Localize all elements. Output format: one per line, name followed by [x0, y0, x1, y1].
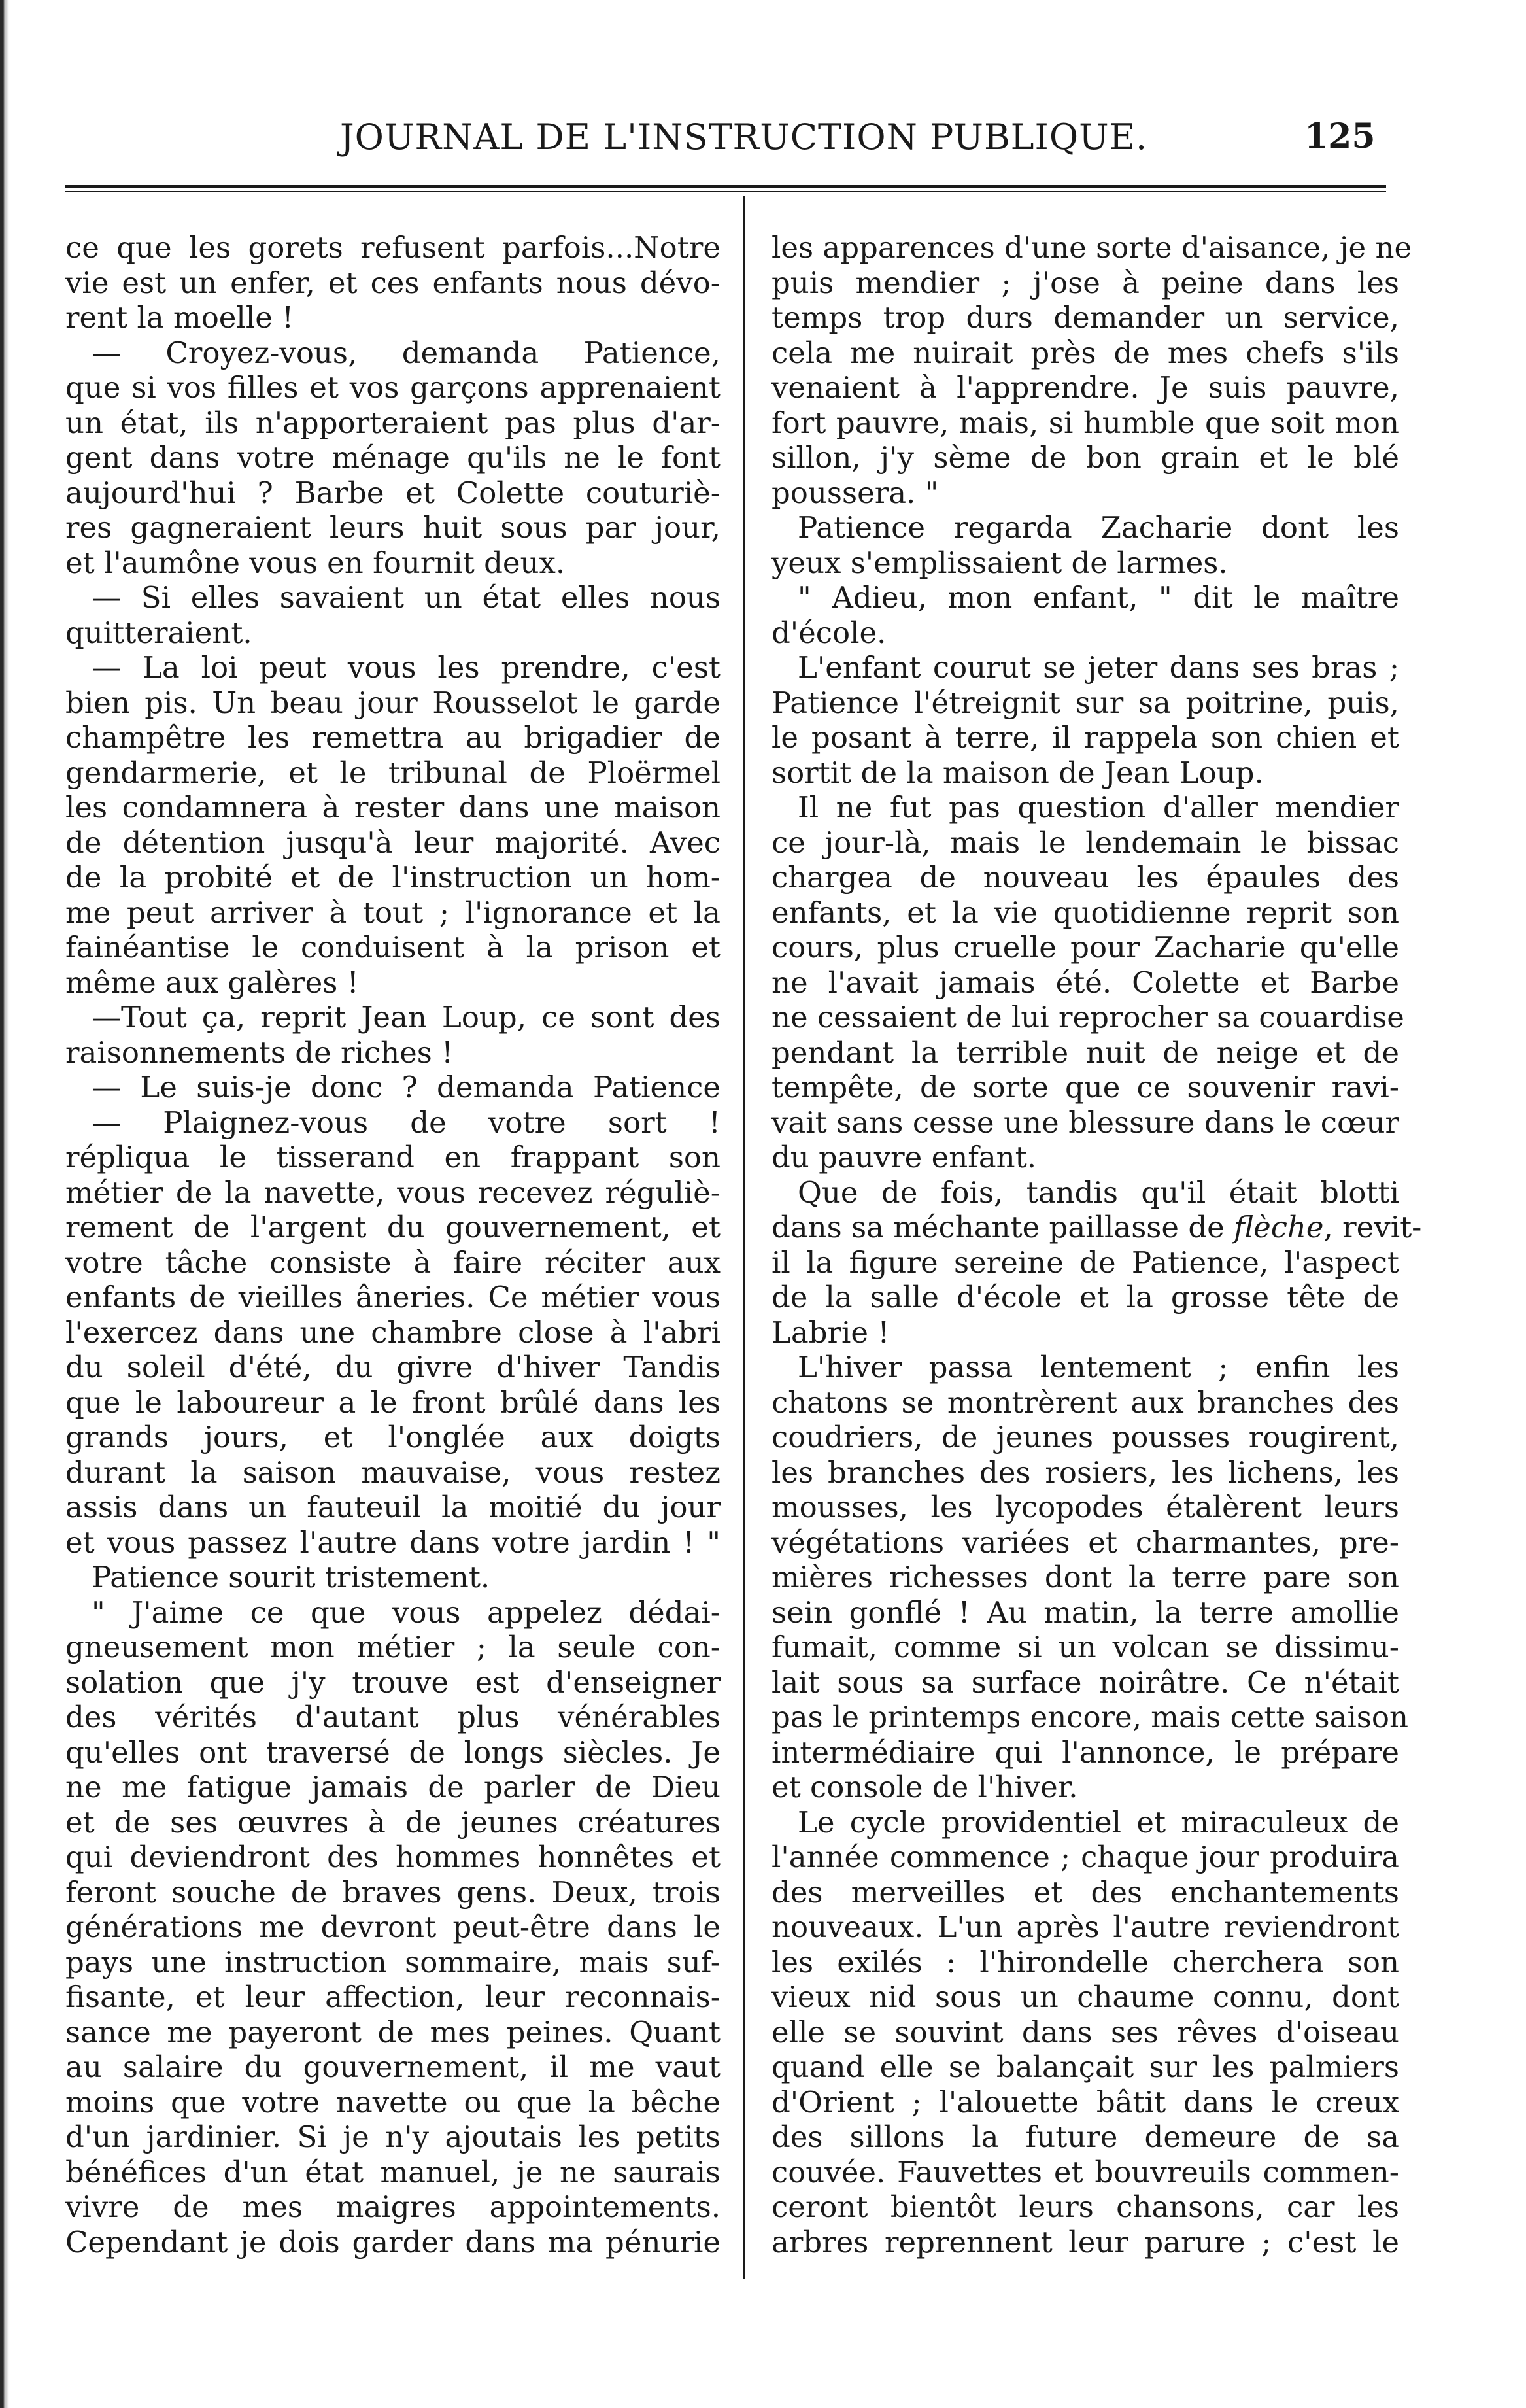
text-line: pas le printemps encore, mais cette saison — [771, 1700, 1409, 1734]
text-line: que si vos filles et vos garçons apprenaient — [65, 370, 721, 405]
text-line: fisante, et leur affection, leur reconnais- — [65, 1980, 721, 2014]
text-line: rent la moelle ! — [65, 300, 294, 335]
page-header — [0, 116, 1526, 169]
text-line: Le cycle providentiel et miraculeux de — [798, 1804, 1399, 1840]
text-line: vieux nid sous un chaume connu, dont — [771, 1980, 1399, 2014]
text-line: ceront bientôt leurs chansons, car les — [771, 2190, 1399, 2224]
text-line: fainéantise le conduisent à la prison et — [65, 930, 721, 965]
text-line: cela me nuirait près de mes chefs s'ils — [771, 335, 1399, 370]
text-line: — Plaignez-vous de votre sort ! — [92, 1105, 721, 1140]
text-line: que le laboureur a le front brûlé dans les — [65, 1385, 721, 1420]
text-line: les apparences d'une sorte d'aisance, je ne — [771, 230, 1412, 265]
text-line: et vous passez l'autre dans votre jardin ! " — [65, 1524, 721, 1560]
header-rule-thick — [65, 185, 1386, 188]
text-line: cours, plus cruelle pour Zacharie qu'elle — [771, 930, 1399, 965]
text-line: Labrie ! — [771, 1315, 890, 1350]
text-line: — Si elles savaient un état elles nous — [92, 580, 721, 615]
text-line: ne me fatigue jamais de parler de Dieu — [65, 1770, 721, 1804]
text-line: res gagneraient leurs huit sous par jour, — [65, 510, 721, 545]
text-line: venaient à l'apprendre. Je suis pauvre, — [771, 370, 1399, 405]
text-line: ce que les gorets refusent parfois...Notre — [65, 230, 721, 265]
text-line: rement de l'argent du gouvernement, et — [65, 1210, 721, 1245]
text-line: au salaire du gouvernement, il me vaut — [65, 2050, 721, 2084]
text-line: enfants, et la vie quotidienne reprit son — [771, 895, 1399, 930]
text-line: solation que j'y trouve est d'enseigner — [65, 1664, 721, 1700]
text-line: couvée. Fauvettes et bouvreuils commen- — [771, 2154, 1399, 2190]
text-line: pays une instruction sommaire, mais suf- — [65, 1944, 721, 1980]
text-line: même aux galères ! — [65, 965, 359, 1000]
text-line: bien pis. Un beau jour Rousselot le garde — [65, 685, 721, 720]
text-line: temps trop durs demander un service, — [771, 300, 1399, 335]
text-line: de détention jusqu'à leur majorité. Avec — [65, 825, 721, 860]
text-line: gneusement mon métier ; la seule con- — [65, 1630, 721, 1664]
italic-word: flèche — [1234, 1210, 1324, 1245]
text-line: ne l'avait jamais été. Colette et Barbe — [771, 965, 1399, 1000]
text-line: " J'aime ce que vous appelez dédai- — [92, 1594, 721, 1630]
text-line: aujourd'hui ? Barbe et Colette couturiè- — [65, 475, 721, 510]
text-line: quitteraient. — [65, 615, 252, 650]
text-line: répliqua le tisserand en frappant son — [65, 1140, 721, 1175]
text-line: sance me payeront de mes peines. Quant — [65, 2014, 721, 2050]
text-line: ce jour-là, mais le lendemain le bissac — [771, 825, 1399, 860]
text-line: L'enfant courut se jeter dans ses bras ; — [798, 650, 1399, 685]
text-line: les exilés : l'hirondelle cherchera son — [771, 1944, 1399, 1980]
text-line: coudriers, de jeunes pousses rougirent, — [771, 1420, 1399, 1454]
text-line: Il ne fut pas question d'aller mendier — [798, 790, 1399, 825]
text-line: Patience regarda Zacharie dont les — [798, 510, 1399, 545]
text-line: sillon, j'y sème de bon grain et le blé — [771, 440, 1399, 475]
text-line: durant la saison mauvaise, vous restez — [65, 1454, 721, 1490]
text-line: de la probité et de l'instruction un hom- — [65, 860, 721, 895]
text-line: me peut arriver à tout ; l'ignorance et la — [65, 895, 721, 930]
text-line: un état, ils n'apporteraient pas plus d'ar- — [65, 405, 721, 440]
text-line: moins que votre navette ou que la bêche — [65, 2084, 721, 2120]
text-line: grands jours, et l'onglée aux doigts — [65, 1420, 721, 1454]
text-line: feront souche de braves gens. Deux, trois — [65, 1874, 721, 1910]
text-line: vait sans cesse une blessure dans le cœur — [771, 1105, 1399, 1140]
text-line: dans sa méchante paillasse de flèche, revit- — [771, 1210, 1422, 1245]
column-divider — [743, 196, 745, 2279]
header-rule-thin — [65, 191, 1386, 192]
text-line: mières richesses dont la terre pare son — [771, 1560, 1399, 1594]
text-line: les condamnera à rester dans une maison — [65, 790, 721, 825]
text-line: assis dans un fauteuil la moitié du jour — [65, 1490, 721, 1524]
text-line: ne cessaient de lui reprocher sa couardise — [771, 1000, 1404, 1035]
text-line: végétations variées et charmantes, pre- — [771, 1524, 1399, 1560]
text-line: Patience l'étreignit sur sa poitrine, puis, — [771, 685, 1399, 720]
text-line: quand elle se balançait sur les palmiers — [771, 2050, 1399, 2084]
text-line: bénéfices d'un état manuel, je ne saurais — [65, 2154, 721, 2190]
text-line: des vérités d'autant plus vénérables — [65, 1700, 721, 1734]
text-column-left — [65, 230, 721, 2260]
text-line: raisonnements de riches ! — [65, 1035, 454, 1070]
text-line: qui deviendront des hommes honnêtes et — [65, 1840, 721, 1874]
text-line: vivre de mes maigres appointements. — [65, 2190, 721, 2224]
text-line: votre tâche consiste à faire réciter aux — [65, 1245, 721, 1280]
text-line: poussera. " — [771, 475, 939, 510]
text-line: des sillons la future demeure de sa — [771, 2120, 1399, 2154]
text-line: Que de fois, tandis qu'il était blotti — [798, 1175, 1399, 1210]
text-line: fort pauvre, mais, si humble que soit mon — [771, 405, 1399, 440]
text-line: puis mendier ; j'ose à peine dans les — [771, 265, 1399, 300]
text-line: de la salle d'école et la grosse tête de — [771, 1280, 1399, 1315]
text-line: fumait, comme si un volcan se dissimu- — [771, 1630, 1399, 1664]
text-line: enfants de vieilles âneries. Ce métier vous — [65, 1280, 721, 1315]
text-line: générations me devront peut-être dans le — [65, 1910, 721, 1944]
text-line: le posant à terre, il rappela son chien et — [771, 720, 1399, 755]
text-line: intermédiaire qui l'annonce, le prépare — [771, 1734, 1399, 1770]
text-line: l'exercez dans une chambre close à l'abri — [65, 1315, 721, 1350]
text-line: du soleil d'été, du givre d'hiver Tandis — [65, 1350, 721, 1385]
text-line: chargea de nouveau les épaules des — [771, 860, 1399, 895]
text-line: du pauvre enfant. — [771, 1140, 1037, 1175]
text-line: lait sous sa surface noirâtre. Ce n'était — [771, 1664, 1399, 1700]
text-line: elle se souvint dans ses rêves d'oiseau — [771, 2014, 1399, 2050]
text-line: arbres reprennent leur parure ; c'est le — [771, 2224, 1399, 2260]
text-line: les branches des rosiers, les lichens, les — [771, 1454, 1399, 1490]
text-line: L'hiver passa lentement ; enfin les — [798, 1350, 1399, 1385]
text-line: l'année commence ; chaque jour produira — [771, 1840, 1399, 1874]
text-line: et l'aumône vous en fournit deux. — [65, 545, 566, 580]
text-line: il la figure sereine de Patience, l'aspect — [771, 1245, 1399, 1280]
text-line: d'école. — [771, 615, 887, 650]
text-line: gendarmerie, et le tribunal de Ploërmel — [65, 755, 721, 790]
text-line: yeux s'emplissaient de larmes. — [771, 545, 1228, 580]
text-line: tempête, de sorte que ce souvenir ravi- — [771, 1070, 1399, 1105]
text-line: sein gonflé ! Au matin, la terre amollie — [771, 1594, 1399, 1630]
text-line: " Adieu, mon enfant, " dit le maître — [798, 580, 1399, 615]
text-line: métier de la navette, vous recevez réguliè- — [65, 1175, 721, 1210]
text-line: et console de l'hiver. — [771, 1770, 1078, 1804]
text-line: — Croyez-vous, demanda Patience, — [92, 335, 721, 370]
text-line: vie est un enfer, et ces enfants nous dévo- — [65, 265, 721, 300]
text-line: nouveaux. L'un après l'autre reviendront — [771, 1910, 1399, 1944]
text-line: et de ses œuvres à de jeunes créatures — [65, 1804, 721, 1840]
text-line: d'un jardinier. Si je n'y ajoutais les petits — [65, 2120, 721, 2154]
text-line: sortit de la maison de Jean Loup. — [771, 755, 1264, 790]
text-line: champêtre les remettra au brigadier de — [65, 720, 721, 755]
text-line: mousses, les lycopodes étalèrent leurs — [771, 1490, 1399, 1524]
text-line: gent dans votre ménage qu'ils ne le font — [65, 440, 721, 475]
text-column-right — [771, 230, 1422, 2260]
text-line: — La loi peut vous les prendre, c'est — [92, 650, 721, 685]
text-line: pendant la terrible nuit de neige et de — [771, 1035, 1399, 1070]
text-line: —Tout ça, reprit Jean Loup, ce sont des — [92, 1000, 721, 1035]
text-line: chatons se montrèrent aux branches des — [771, 1385, 1399, 1420]
page-number: 125 — [1304, 116, 1376, 156]
text-line: Cependant je dois garder dans ma pénurie — [65, 2224, 721, 2260]
text-line: Patience sourit tristement. — [92, 1560, 490, 1594]
journal-title: JOURNAL DE L'INSTRUCTION PUBLIQUE. — [340, 116, 1148, 158]
text-line: — Le suis-je donc ? demanda Patience — [92, 1070, 721, 1105]
text-line: des merveilles et des enchantements — [771, 1874, 1399, 1910]
text-line: d'Orient ; l'alouette bâtit dans le creux — [771, 2084, 1399, 2120]
text-line: qu'elles ont traversé de longs siècles. Je — [65, 1734, 721, 1770]
page-binding-edge — [0, 0, 9, 2408]
